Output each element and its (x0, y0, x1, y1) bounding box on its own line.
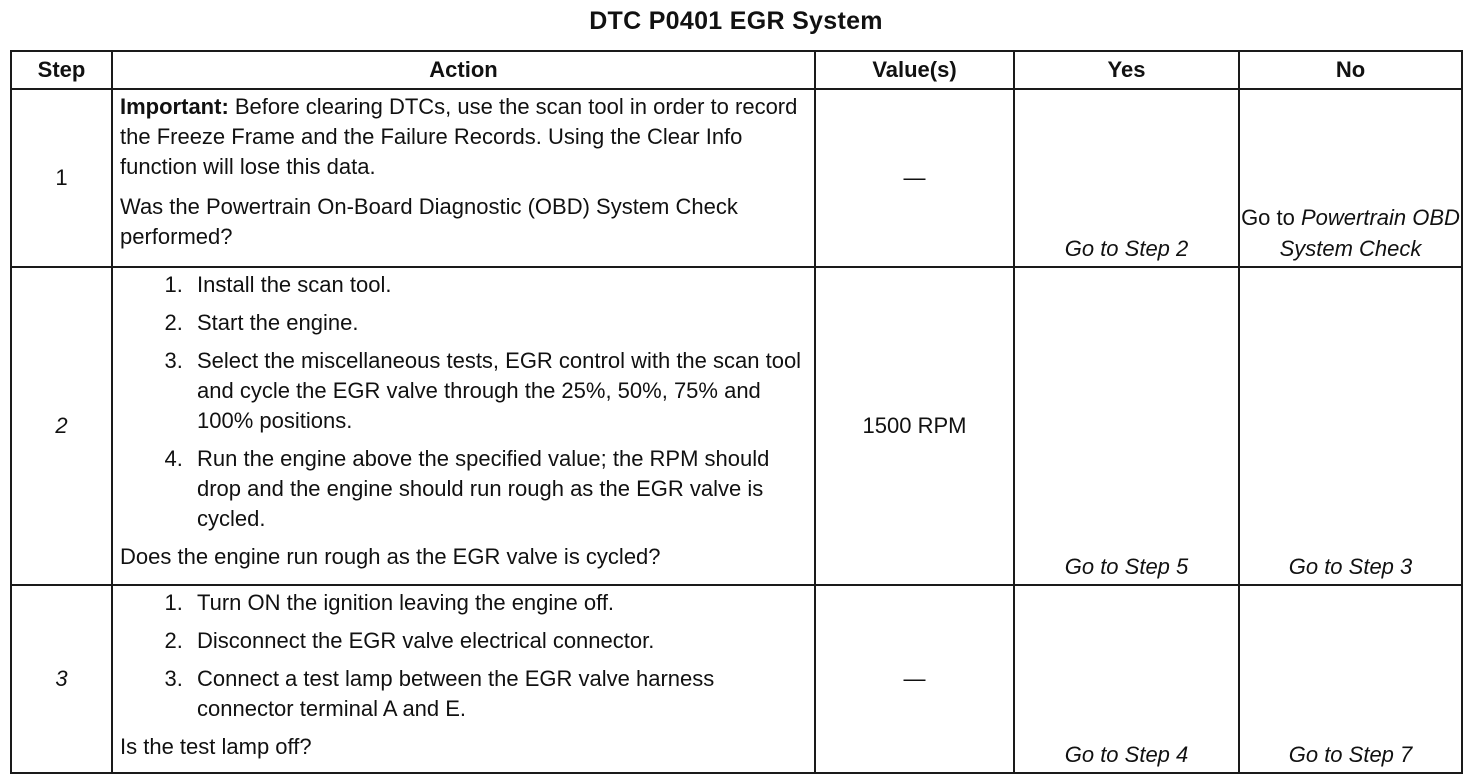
yes-goto-link[interactable]: Go to Step 5 (1064, 554, 1189, 579)
step-number: 1 (11, 89, 112, 267)
step-question: Is the test lamp off? (120, 734, 312, 759)
procedure-list (120, 588, 808, 724)
yes-cell (1014, 89, 1239, 267)
procedure-list (120, 270, 808, 534)
table-row (11, 267, 1462, 585)
procedure-item: 2. Disconnect the EGR valve electrical connector. (189, 626, 808, 656)
procedure-item: 1. Install the scan tool. (189, 270, 808, 300)
column-header-step: Step (11, 51, 112, 89)
column-header-action: Action (112, 51, 815, 89)
no-cell (1239, 89, 1462, 267)
no-goto-link[interactable]: Powertrain OBD System Check (1279, 205, 1460, 261)
table-header-row (11, 51, 1462, 89)
table-row (11, 585, 1462, 773)
yes-goto-link[interactable]: Go to Step 2 (1064, 236, 1189, 261)
action-cell (112, 267, 815, 585)
column-header-values: Value(s) (815, 51, 1014, 89)
important-text: Before clearing DTCs, use the scan tool in order to record the Freeze Frame and the Failure Records. Using the Clear Info function will lose this data. (120, 94, 798, 179)
no-goto-link[interactable]: Go to Step 7 (1288, 742, 1413, 767)
step-question: Does the engine run rough as the EGR valve is cycled? (120, 544, 661, 569)
step-number: 2 (11, 267, 112, 585)
diagnostic-table (10, 50, 1463, 774)
value-cell: — (815, 585, 1014, 773)
procedure-item: 2. Start the engine. (189, 308, 808, 338)
yes-cell (1014, 267, 1239, 585)
column-header-no: No (1239, 51, 1462, 89)
value-cell: — (815, 89, 1014, 267)
column-header-yes: Yes (1014, 51, 1239, 89)
action-cell (112, 89, 815, 267)
procedure-item: 3. Select the miscellaneous tests, EGR control with the scan tool and cycle the EGR valve through the 25%, 50%, 75% and 100% positions. (189, 346, 808, 436)
yes-cell (1014, 585, 1239, 773)
action-cell (112, 585, 815, 773)
procedure-item: 4. Run the engine above the specified value; the RPM should drop and the engine should run rough as the EGR valve is cycled. (189, 444, 808, 534)
procedure-item: 1. Turn ON the ignition leaving the engine off. (189, 588, 808, 618)
step-question: Was the Powertrain On-Board Diagnostic (OBD) System Check performed? (120, 194, 738, 249)
document-title: DTC P0401 EGR System (589, 7, 883, 35)
no-cell (1239, 585, 1462, 773)
value-cell: 1500 RPM (815, 267, 1014, 585)
procedure-item: 3. Connect a test lamp between the EGR valve harness connector terminal A and E. (189, 664, 808, 724)
important-label: Important: (120, 94, 229, 119)
yes-goto-link[interactable]: Go to Step 4 (1064, 742, 1189, 767)
no-cell (1239, 267, 1462, 585)
step-number: 3 (11, 585, 112, 773)
table-row (11, 89, 1462, 267)
no-goto-prefix: Go to (1241, 205, 1301, 230)
no-goto-link[interactable]: Go to Step 3 (1288, 554, 1413, 579)
important-note (120, 92, 808, 182)
